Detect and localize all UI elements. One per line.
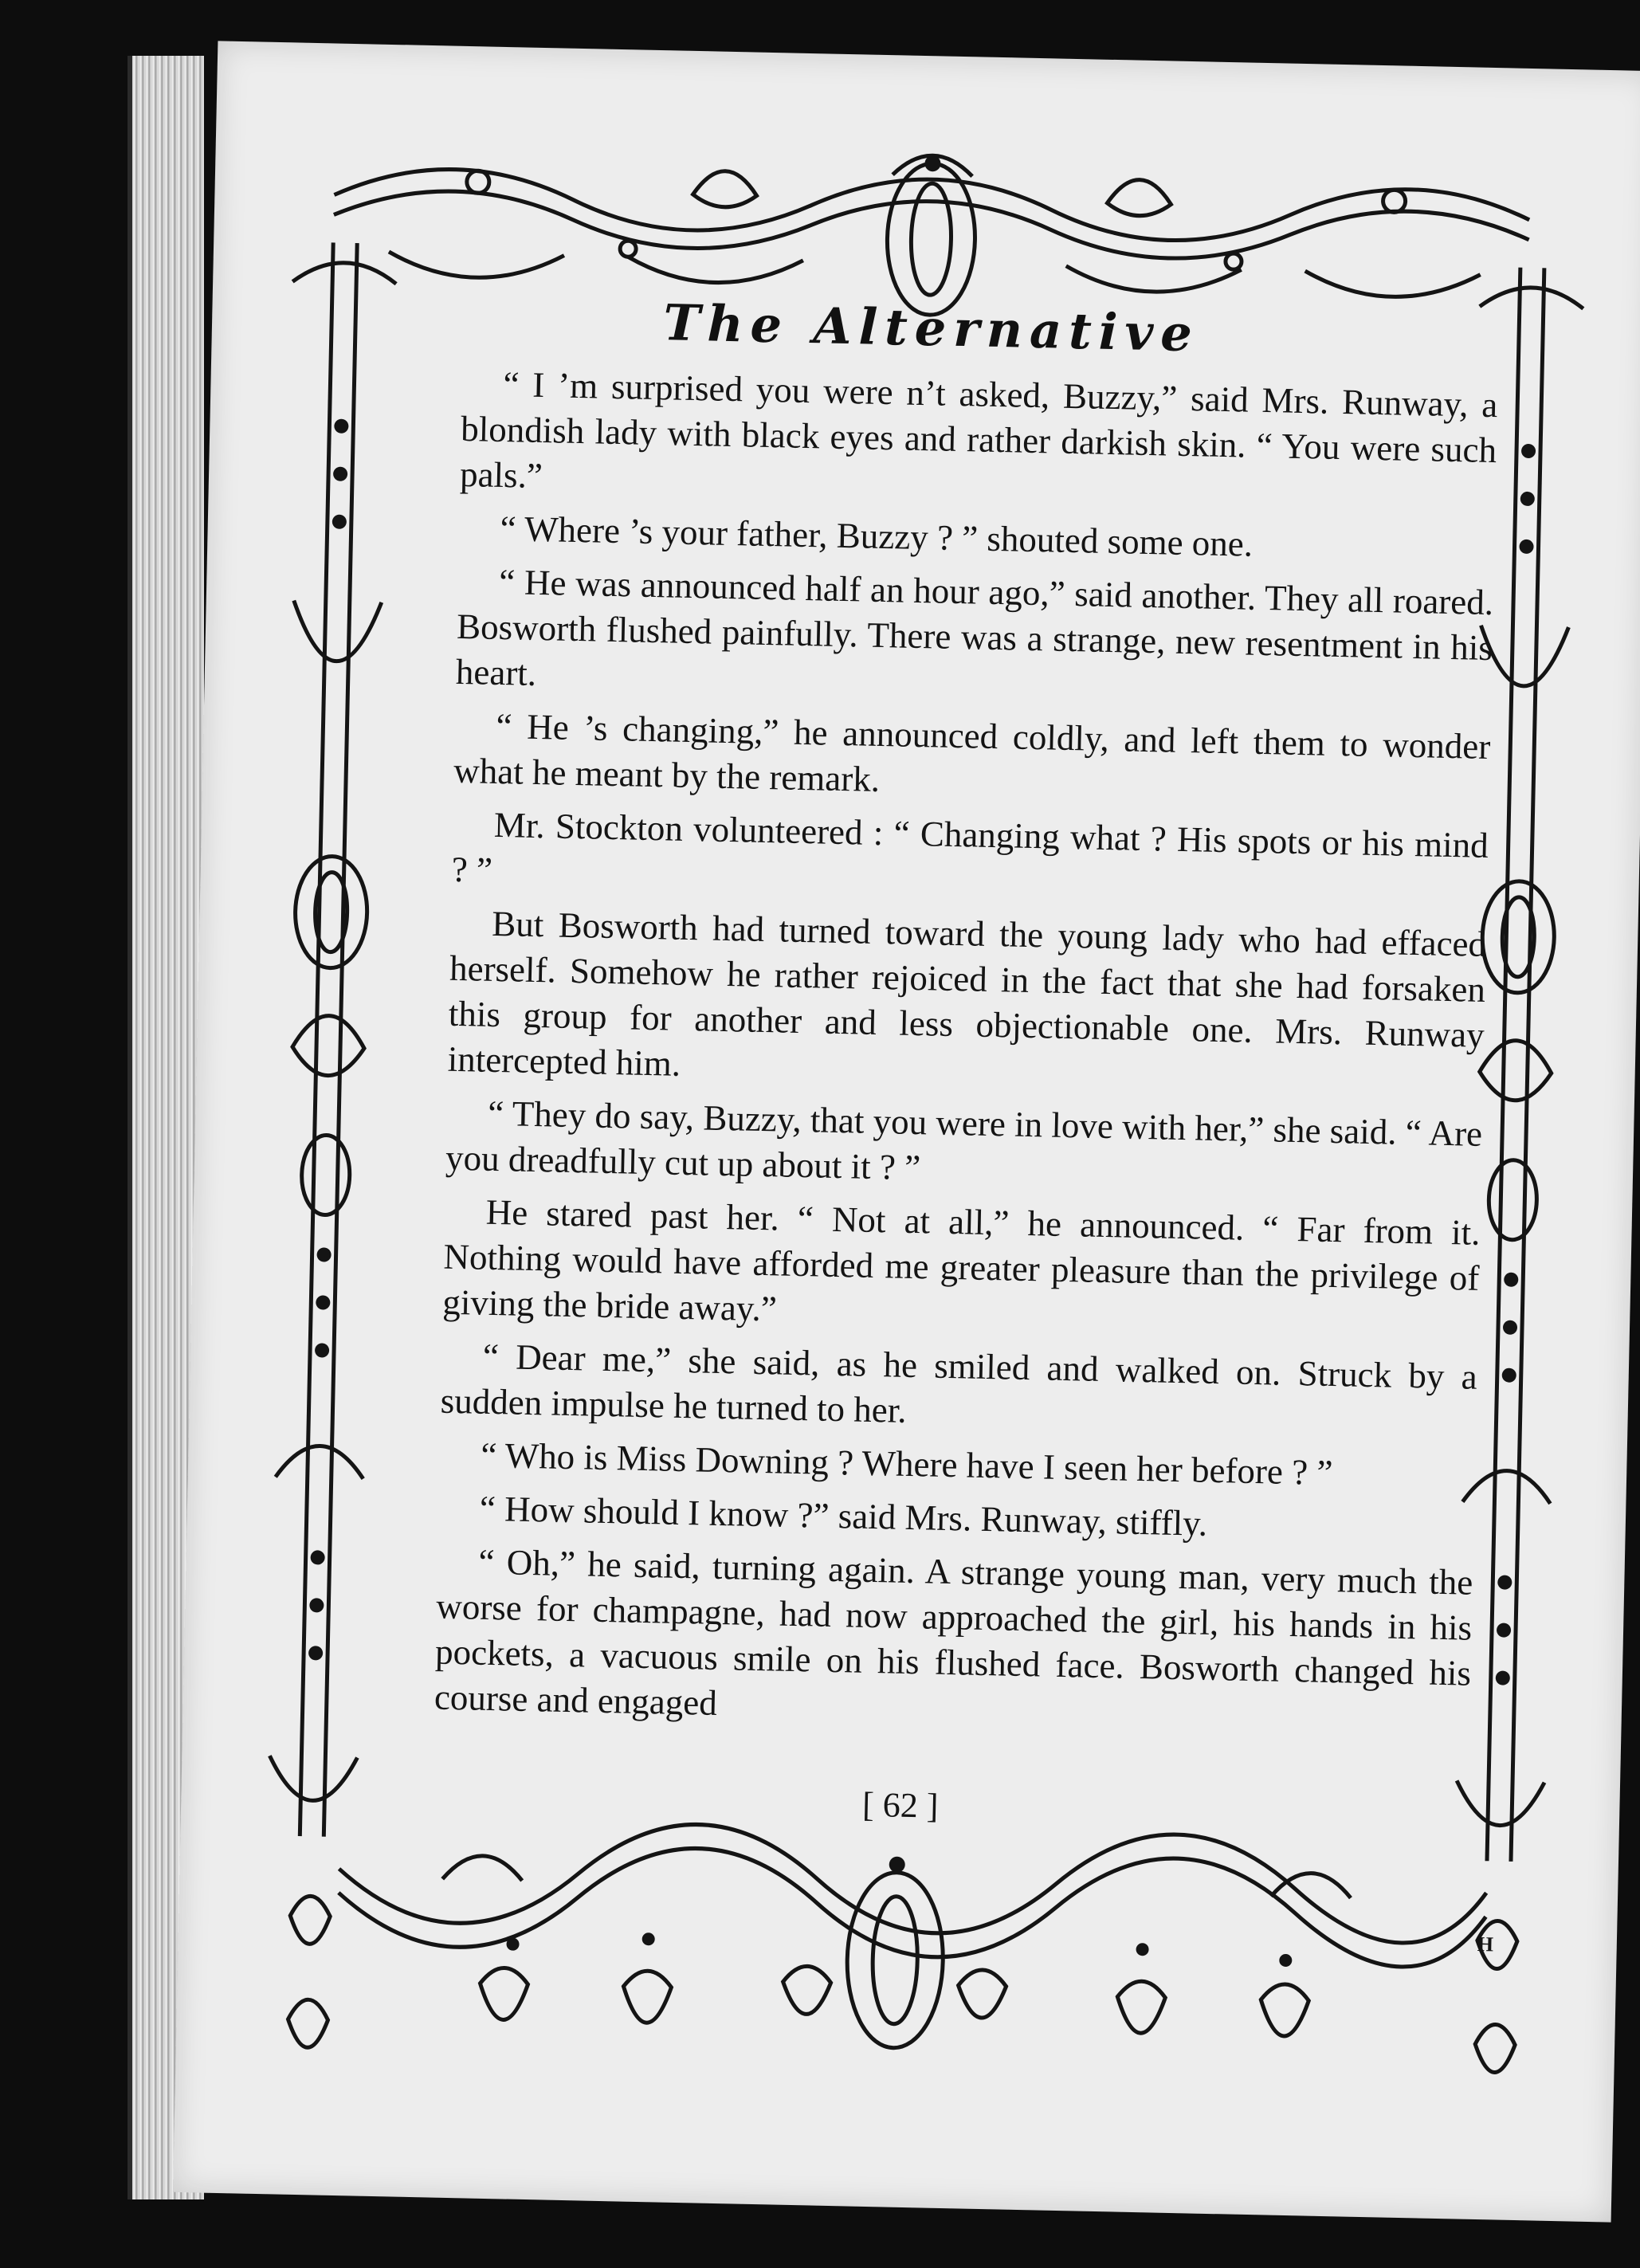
book-page — [173, 41, 1640, 2222]
paragraph: He stared past her. “ Not at all,” he announced. “ Far from it. Nothing would have afforded me greater pleasure than the privilege of giving the bride away.” — [441, 1191, 1481, 1329]
paragraph: “ Who is Miss Downing ? Where have I seen her before ? ” — [480, 1434, 1333, 1493]
paragraph: “ I ’m surprised you were n’t asked, Buzzy,” said Mrs. Runway, a blondish lady with black eyes and rather darkish skin. “ You were such pals.” — [459, 363, 1498, 496]
body-text — [434, 361, 1498, 1750]
paragraph: “ Where ’s your father, Buzzy ? ” shouted some one. — [500, 508, 1254, 564]
paragraph: “ How should I know ?” said Mrs. Runway, stiffly. — [479, 1488, 1208, 1544]
paragraph: “ Oh,” he said, turning again. A strange young man, very much the worse for champagne, had now approached the girl, his hands in his pockets, a vacuous smile on his flushed face. Bosworth changed his course and engaged — [434, 1541, 1473, 1723]
paragraph: Mr. Stockton volunteered : “ Changing what ? His spots or his mind ? ” — [451, 804, 1489, 890]
paragraph: “ They do say, Buzzy, that you were in love with her,” she said. “ Are you dreadfully cut up about it ? ” — [445, 1093, 1483, 1188]
page-number: [ 62 ] — [861, 1784, 939, 1826]
paragraph: But Bosworth had turned toward the young lady who had effaced herself. Somehow he rather rejoiced in the fact that she had forsaken this group for another and less objectionable one. Mrs. Runway intercepted him. — [447, 903, 1487, 1084]
paragraph: “ He was announced half an hour ago,” said another. They all roared. Bosworth flushed painfully. There was a strange, new resentment in his heart. — [455, 561, 1494, 693]
chapter-title: The Alternative — [662, 293, 1200, 363]
paragraph: “ Dear me,” she said, as he smiled and walked on. Struck by a sudden impulse he turned to her. — [440, 1336, 1478, 1430]
signature-mark: H — [1477, 1933, 1494, 1956]
paragraph: “ He ’s changing,” he announced coldly, and left them to wonder what he meant by the remark. — [453, 705, 1491, 799]
